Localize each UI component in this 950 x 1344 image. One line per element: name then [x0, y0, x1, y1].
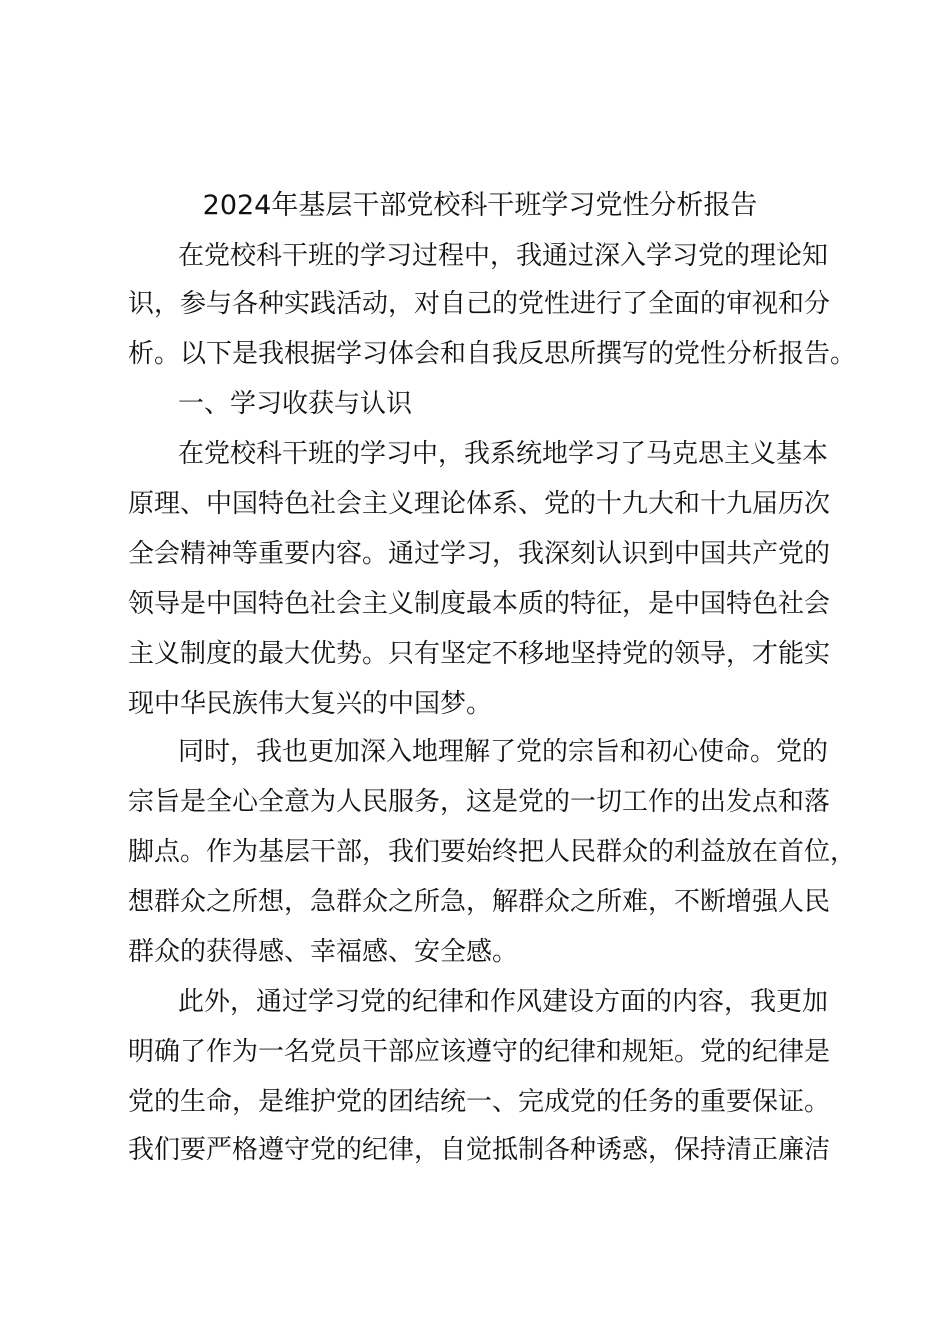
paragraph-2-line-5: 主义制度的最大优势。只有坚定不移地坚持党的领导，才能实 — [128, 639, 831, 669]
paragraph-4-line-2: 明确了作为一名党员干部应该遵守的纪律和规矩。党的纪律是 — [128, 1037, 831, 1067]
paragraph-4-line-1: 此外，通过学习党的纪律和作风建设方面的内容，我更加 — [178, 987, 829, 1017]
section-heading-1: 一、学习收获与认识 — [178, 389, 413, 419]
paragraph-4-line-3: 党的生命，是维护党的团结统一、完成党的任务的重要保证。 — [128, 1087, 831, 1117]
document-title: 2024年基层干部党校科干班学习党性分析报告 — [202, 190, 758, 221]
paragraph-2-line-2: 原理、中国特色社会主义理论体系、党的十九大和十九届历次 — [128, 489, 831, 519]
paragraph-2-line-4: 领导是中国特色社会主义制度最本质的特征，是中国特色社会 — [128, 589, 831, 619]
paragraph-2-line-6: 现中华民族伟大复兴的中国梦。 — [128, 689, 493, 719]
paragraph-2-line-1: 在党校科干班的学习中，我系统地学习了马克思主义基本 — [178, 439, 829, 469]
paragraph-1-line-2: 识，参与各种实践活动，对自己的党性进行了全面的审视和分 — [128, 289, 831, 319]
paragraph-3-line-3: 脚点。作为基层干部，我们要始终把人民群众的利益放在首位， — [128, 837, 857, 867]
paragraph-3-line-1: 同时，我也更加深入地理解了党的宗旨和初心使命。党的 — [178, 737, 829, 767]
paragraph-1-line-3: 析。以下是我根据学习体会和自我反思所撰写的党性分析报告。 — [128, 339, 857, 369]
paragraph-3-line-5: 群众的获得感、幸福感、安全感。 — [128, 937, 519, 967]
paragraph-4-line-4: 我们要严格遵守党的纪律，自觉抵制各种诱惑，保持清正廉洁 — [128, 1135, 831, 1165]
paragraph-3-line-4: 想群众之所想，急群众之所急，解群众之所难，不断增强人民 — [128, 887, 831, 917]
paragraph-2-line-3: 全会精神等重要内容。通过学习，我深刻认识到中国共产党的 — [128, 539, 831, 569]
paragraph-3-line-2: 宗旨是全心全意为人民服务，这是党的一切工作的出发点和落 — [128, 787, 831, 817]
paragraph-1-line-1: 在党校科干班的学习过程中，我通过深入学习党的理论知 — [178, 241, 829, 271]
